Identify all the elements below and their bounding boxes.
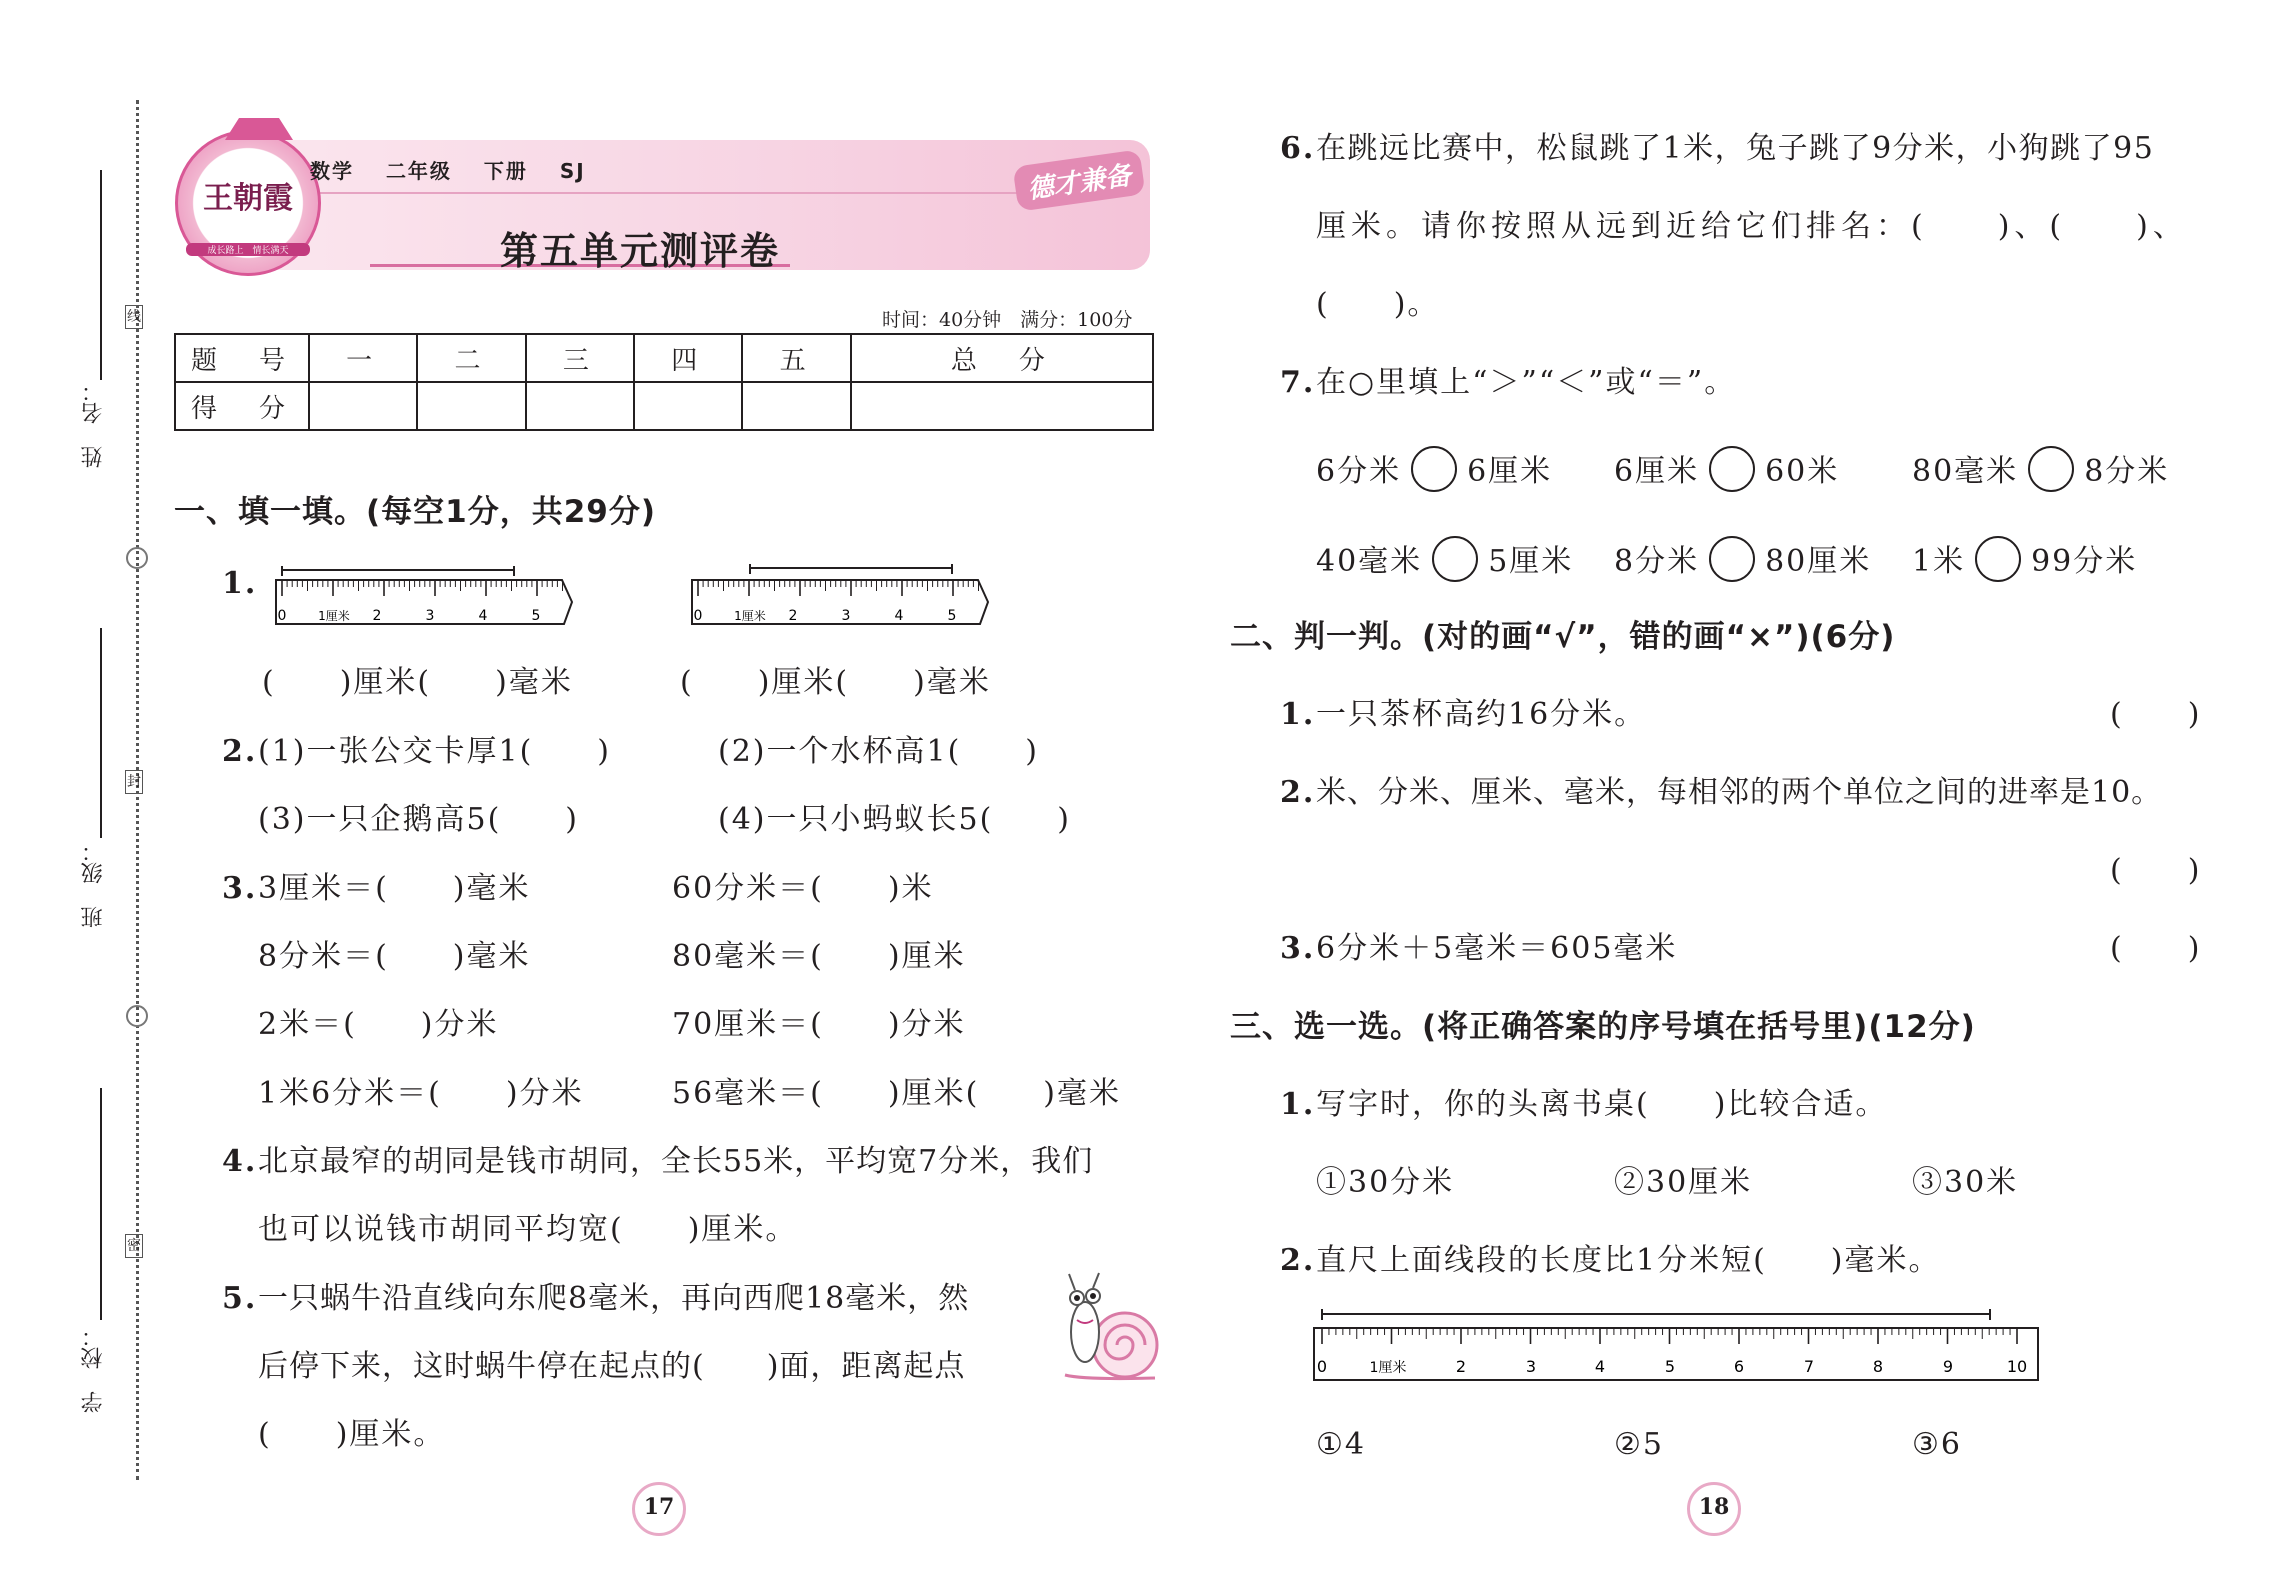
ruler-tick-label: 5 xyxy=(531,608,541,624)
page-number-right: 18 xyxy=(1698,1494,1730,1520)
class-label: 班 级： xyxy=(81,840,106,928)
choice-q2-number: 2. xyxy=(1280,1243,1316,1278)
q3-item[interactable]: 56毫米＝( )厘米( )毫米 xyxy=(672,1076,1121,1111)
q7-right-value: 8分米 xyxy=(2084,454,2170,489)
score-cell: 四 xyxy=(634,334,742,382)
ruler-tick-label: 2 xyxy=(372,608,382,624)
q5-line2[interactable]: 后停下来，这时蜗牛停在起点的( )面，距离起点 xyxy=(258,1349,966,1384)
ruler-tick-label: 1厘米 xyxy=(1369,1360,1407,1376)
q7-pair xyxy=(1316,540,1573,586)
binding-mark-line: 线 xyxy=(125,305,143,329)
ruler-tick-label: 0 xyxy=(1316,1357,1328,1376)
q7-pair xyxy=(1614,540,1871,586)
hole-icon xyxy=(126,547,148,569)
judge-q2-number: 2. xyxy=(1280,775,1316,810)
q5-number: 5. xyxy=(222,1281,258,1316)
q3-item[interactable]: 8分米＝( )毫米 xyxy=(258,939,531,974)
ruler-tick-label: 3 xyxy=(425,608,435,624)
q4-line1: 北京最窄的胡同是钱市胡同，全长55米，平均宽7分米，我们 xyxy=(258,1144,1094,1179)
badge-virtue: 德才兼备 xyxy=(1012,149,1145,211)
q7-left-value: 1米 xyxy=(1912,544,1966,579)
q3-item[interactable]: 80毫米＝( )厘米 xyxy=(672,939,966,974)
q7-left-value: 8分米 xyxy=(1614,544,1700,579)
q7-right-value: 6厘米 xyxy=(1467,454,1553,489)
choice-q2-option: ①4 xyxy=(1316,1427,1366,1462)
q7-right-value: 99分米 xyxy=(2031,544,2138,579)
page-title: 第五单元测评卷 xyxy=(500,229,781,273)
compare-circle[interactable] xyxy=(1975,536,2021,582)
q5-line1: 一只蜗牛沿直线向东爬8毫米，再向西爬18毫米，然 xyxy=(258,1281,970,1316)
brand-logo-text: 王朝霞 xyxy=(203,181,293,216)
brand-logo xyxy=(175,130,321,276)
q3-item[interactable]: 70厘米＝( )分米 xyxy=(672,1007,966,1042)
ruler-tick-label: 4 xyxy=(478,608,488,624)
choice-q2-option: ③6 xyxy=(1912,1427,1962,1462)
binding-mark-seal: 封 xyxy=(125,770,143,794)
section2-title: 二、判一判。(对的画“√”，错的画“×”)(6分) xyxy=(1230,619,1896,655)
page-number-left: 17 xyxy=(643,1494,675,1520)
ruler-tick-label: 7 xyxy=(1803,1357,1815,1376)
choice-q1-option: ①30分米 xyxy=(1316,1165,1455,1200)
q3-item[interactable]: 60分米＝( )米 xyxy=(672,871,934,906)
q7-pair xyxy=(1912,540,2137,586)
ruler-tick-label: 3 xyxy=(1525,1357,1537,1376)
q3-item[interactable]: 1米6分米＝( )分米 xyxy=(258,1076,584,1111)
ruler-tick-label: 10 xyxy=(2006,1357,2028,1376)
ruler-tick-label: 3 xyxy=(841,608,851,624)
q2-item-2[interactable]: (2)一个水杯高1( ) xyxy=(718,734,1039,769)
q2-item-3[interactable]: (3)一只企鹅高5( ) xyxy=(258,802,579,837)
school-underline xyxy=(100,1088,102,1320)
q7-number: 7. xyxy=(1280,365,1316,400)
q6-number: 6. xyxy=(1280,131,1316,166)
q5-line3[interactable]: ( )厘米。 xyxy=(258,1417,446,1452)
score-cell: 一 xyxy=(309,334,417,382)
meta-subject: 数学 xyxy=(310,159,354,183)
q1-answer-b[interactable]: ( )厘米( )毫米 xyxy=(680,665,991,700)
score-cell: 五 xyxy=(742,334,850,382)
q7-left-value: 80毫米 xyxy=(1912,454,2019,489)
meta-grade: 二年级 xyxy=(385,159,452,183)
q7-pair xyxy=(1912,450,2169,496)
q7-prompt: 在○里填上“＞”“＜”或“＝”。 xyxy=(1316,365,1737,400)
q7-left-value: 6分米 xyxy=(1316,454,1402,489)
compare-circle[interactable] xyxy=(1432,536,1478,582)
ruler-tick-label: 1厘米 xyxy=(734,609,766,623)
score-input-cell[interactable] xyxy=(526,382,634,430)
choice-q1-text[interactable]: 写字时，你的头离书桌( )比较合适。 xyxy=(1316,1087,1888,1122)
q7-right-value: 5厘米 xyxy=(1488,544,1574,579)
ruler-10cm xyxy=(1300,1306,2050,1386)
score-cell-label: 得 分 xyxy=(175,382,309,430)
crown-icon xyxy=(225,118,293,140)
brand-logo-subtext: 成长路上 情长满天 xyxy=(186,243,310,256)
name-underline xyxy=(100,170,102,380)
q2-item-1[interactable]: (1)一张公交卡厚1( ) xyxy=(258,734,611,769)
score-input-cell[interactable] xyxy=(851,382,1153,430)
ruler-tick-label: 5 xyxy=(1664,1357,1676,1376)
q7-pair xyxy=(1614,450,1839,496)
ruler-b xyxy=(688,562,998,632)
score-cell: 二 xyxy=(417,334,525,382)
judge-q3-text: 6分米＋5毫米＝605毫米 xyxy=(1316,931,1678,966)
school-label: 学 校： xyxy=(81,1325,106,1413)
binding-mark-secret: 密 xyxy=(125,1234,143,1258)
score-input-cell[interactable] xyxy=(309,382,417,430)
judge-q1-number: 1. xyxy=(1280,697,1316,732)
choice-q2-text[interactable]: 直尺上面线段的长度比1分米短( )毫米。 xyxy=(1316,1243,1941,1278)
score-table-header-row xyxy=(175,334,1153,382)
judge-q1-blank[interactable]: ( ) xyxy=(2110,697,2202,732)
choice-q2-option: ②5 xyxy=(1614,1427,1664,1462)
q6-line1: 在跳远比赛中，松鼠跳了1米，兔子跳了9分米，小狗跳了95 xyxy=(1316,131,2155,166)
choice-q1-option: ③30米 xyxy=(1912,1165,2019,1200)
class-underline xyxy=(100,628,102,838)
snail-illustration xyxy=(1055,1270,1165,1390)
ruler-tick-label: 2 xyxy=(788,608,798,624)
q4-number: 4. xyxy=(222,1144,258,1179)
hole-icon xyxy=(126,1005,148,1027)
score-cell: 总 分 xyxy=(851,334,1153,382)
judge-q2-text: 米、分米、厘米、毫米，每相邻的两个单位之间的进率是10。 xyxy=(1316,775,2163,810)
ruler-tick-label: 0 xyxy=(693,608,703,624)
score-cell: 三 xyxy=(526,334,634,382)
score-input-cell[interactable] xyxy=(742,382,850,430)
q6-line3[interactable]: ( )。 xyxy=(1316,287,1440,322)
ruler-a xyxy=(272,562,582,632)
section3-title: 三、选一选。(将正确答案的序号填在括号里)(12分) xyxy=(1230,1009,1976,1045)
compare-circle[interactable] xyxy=(2028,446,2074,492)
judge-q3-blank[interactable]: ( ) xyxy=(2110,931,2202,966)
q3-item[interactable]: 3厘米＝( )毫米 xyxy=(258,871,531,906)
section1-title: 一、填一填。(每空1分，共29分) xyxy=(174,494,657,530)
q3-item[interactable]: 2米＝( )分米 xyxy=(258,1007,499,1042)
meta-volume: 下册 xyxy=(483,159,528,183)
header-meta xyxy=(310,155,586,184)
name-label: 姓 名： xyxy=(81,380,106,468)
q1-answer-a[interactable]: ( )厘米( )毫米 xyxy=(262,665,573,700)
banner-top-line xyxy=(300,192,1020,194)
ruler-tick-label: 2 xyxy=(1455,1357,1467,1376)
ruler-tick-label: 4 xyxy=(894,608,904,624)
judge-q2-blank[interactable]: ( ) xyxy=(2110,853,2202,888)
meta-edition: SJ xyxy=(559,159,586,183)
judge-q1-text: 一只茶杯高约16分米。 xyxy=(1316,697,1647,732)
q7-right-value: 80厘米 xyxy=(1765,544,1872,579)
score-table-score-row xyxy=(175,382,1153,430)
compare-circle[interactable] xyxy=(1709,446,1755,492)
choice-q1-option: ②30厘米 xyxy=(1614,1165,1753,1200)
time-info: 时间：40分钟 满分：100分 xyxy=(882,309,1133,331)
q6-line2[interactable]: 厘米。请你按照从远到近给它们排名：( )、( )、 xyxy=(1316,209,2188,244)
ruler-tick-label: 5 xyxy=(947,608,957,624)
ruler-tick-label: 1厘米 xyxy=(318,609,350,623)
ruler-tick-label: 0 xyxy=(277,608,287,624)
q2-number: 2. xyxy=(222,734,258,769)
ruler-tick-label: 8 xyxy=(1872,1357,1884,1376)
choice-q1-number: 1. xyxy=(1280,1087,1316,1122)
compare-circle[interactable] xyxy=(1411,446,1457,492)
score-input-cell[interactable] xyxy=(634,382,742,430)
q1-number: 1. xyxy=(222,566,258,601)
q7-left-value: 6厘米 xyxy=(1614,454,1700,489)
score-cell-label: 题 号 xyxy=(175,334,309,382)
q7-left-value: 40毫米 xyxy=(1316,544,1423,579)
compare-circle[interactable] xyxy=(1709,536,1755,582)
q7-pair xyxy=(1316,450,1552,496)
q7-right-value: 60米 xyxy=(1765,454,1840,489)
score-table xyxy=(174,333,1154,431)
judge-q3-number: 3. xyxy=(1280,931,1316,966)
q4-line2[interactable]: 也可以说钱市胡同平均宽( )厘米。 xyxy=(258,1212,798,1247)
ruler-tick-label: 6 xyxy=(1733,1357,1745,1376)
score-input-cell[interactable] xyxy=(417,382,525,430)
q2-item-4[interactable]: (4)一只小蚂蚁长5( ) xyxy=(718,802,1071,837)
ruler-tick-label: 9 xyxy=(1942,1357,1954,1376)
q3-number: 3. xyxy=(222,871,258,906)
ruler-tick-label: 4 xyxy=(1594,1357,1606,1376)
